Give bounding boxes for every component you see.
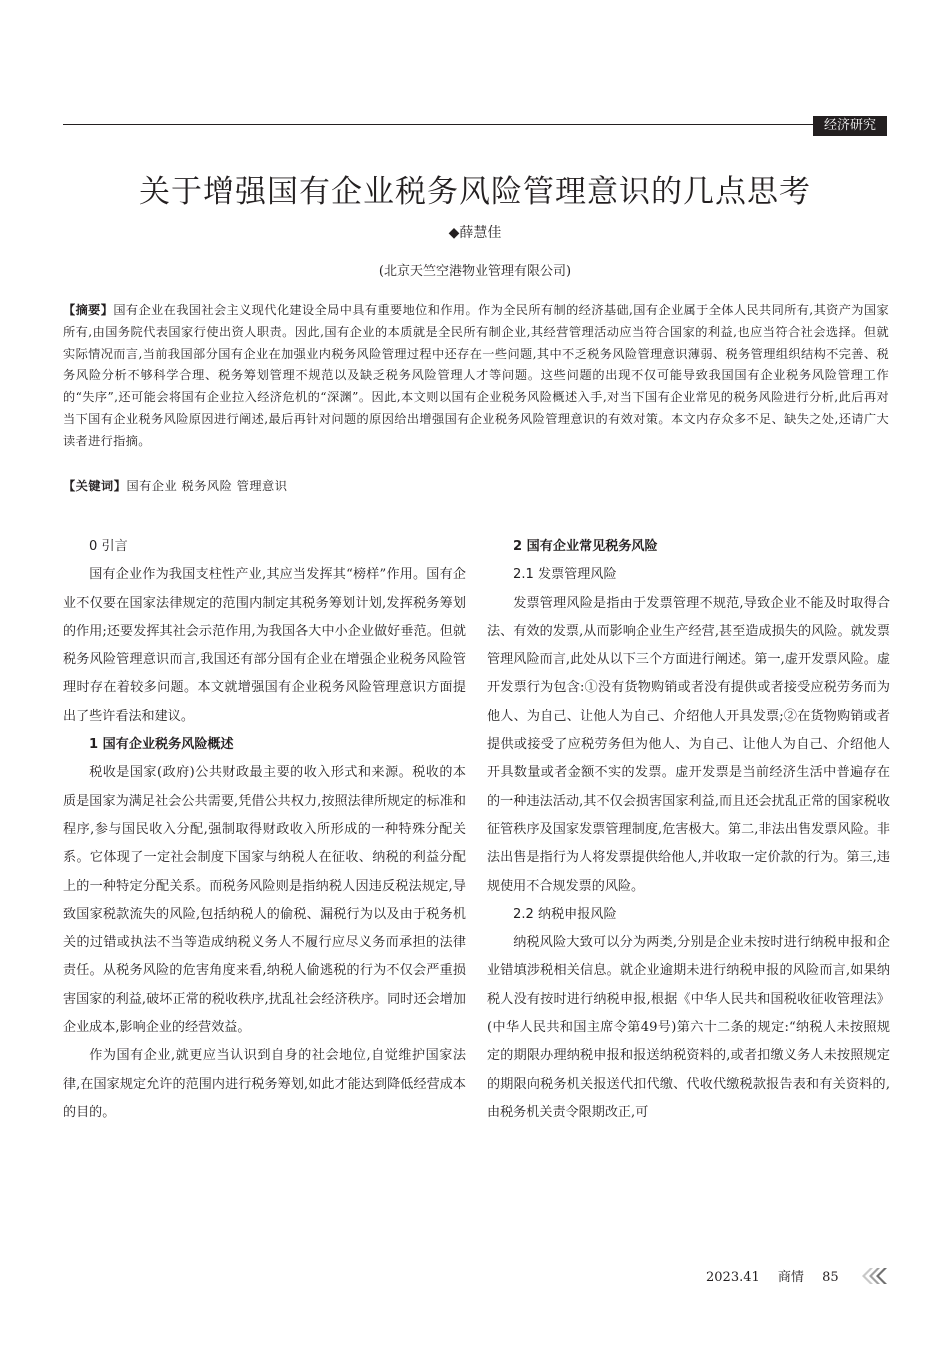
heading-intro: 0 引言 [89,539,128,554]
keywords-label: 【关键词】 [63,479,127,493]
section-tag: 经济研究 [813,116,887,136]
heading-section-2-1: 2.1 发票管理风险 [513,567,617,583]
paragraph: 发票管理风险是指由于发票管理不规范,导致企业不能及时取得合法、有效的发票,从而影响企业生产经营,甚至造成损失的风险。就发票管理风险而言,此处从以下三个方面进行阐述。第一,虚开发票风险。虚开发票行为包含:①没有货物购销或者没有提供或者接受应税劳务而为他人、为自己、让他人为自己、介绍他人开具发票;②在货物购销或者提供或接受了应税劳务但为他人、为自己、让他人为自己、介绍他人开具数量或者金额不实的发票。虚开发票是当前经济生活中普遍存在的一种违法活动,其不仅会损害国家利益,而且还会扰乱正常的国家税收征管秩序及国家发票管理制度,危害极大。第二,非法出售发票风险。非法出售是指行为人将发票提供给他人,并收取一定价款的行为。第三,违规使用不合规发票的风险。 [487,595,890,894]
header-rule [63,124,813,125]
article-affiliation: (北京天竺空港物业管理有限公司) [378,264,572,279]
abstract-label: 【摘要】 [63,303,114,317]
footer-page-number: 85 [822,1270,839,1285]
heading-section-2: 2 国有企业常见税务风险 [513,539,658,554]
article-title: 关于增强国有企业税务风险管理意识的几点思考 [139,174,811,210]
paragraph: 国有企业作为我国支柱性产业,其应当发挥其“榜样”作用。国有企业不仅要在国家法律规定的范围内制定其税务筹划计划,发挥税务筹划的作用;还要发挥其社会示范作用,为我国各大中小企业做好垂范。但就税务风险管理意识而言,我国还有部分国有企业在增强企业税务风险管理时存在着较多问题。本文就增强国有企业税务风险管理意识方面提出了些许看法和建议。 [63,567,466,724]
keywords-text: 国有企业 税务风险 管理意识 [126,479,288,493]
left-column [63,533,466,1127]
abstract-text: 国有企业在我国社会主义现代化建设全局中具有重要地位和作用。作为全民所有制的经济基础,国有企业属于全体人民共同所有,其资产为国家所有,由国务院代表国家行使出资人职责。因此,国有企业的本质就是全民所有制企业,其经营管理活动应当符合国家的利益,也应当符合社会选择。但就实际情况而言,当前我国部分国有企业在加强业内税务风险管理过程中还存在一些问题,其中不乏税务风险管理意识薄弱、税务管理组织结构不完善、税务风险分析不够科学合理、税务筹划管理不规范以及缺乏税务风险管理人才等问题。这些问题的出现不仅可能导致我国国有企业税务风险管理工作的“失序”,还可能会将国有企业拉入经济危机的“深渊”。因此,本文则以国有企业税务风险概述入手,对当下国有企业常见的税务风险进行分析,此后再对当下国有企业税务风险原因进行阐述,最后再针对问题的原因给出增强国有企业税务风险管理意识的有效对策。本文内存众多不足、缺失之处,还请广大读者进行指摘。 [63,303,889,448]
double-chevron-left-icon [860,1268,890,1284]
page-footer [706,1266,853,1285]
paragraph: 纳税风险大致可以分为两类,分别是企业未按时进行纳税申报和企业错填涉税相关信息。就企业逾期未进行纳税申报的风险而言,如果纳税人没有按时进行纳税申报,根据《中华人民共和国税收征收管理法》(中华人民共和国主席令第49号)第六十二条的规定:“纳税人未按照规定的期限办理纳税申报和报送纳税资料的,或者扣缴义务人未按照规定的期限向税务机关报送代扣代缴、代收代缴税款报告表和有关资料的,由税务机关责令限期改正,可 [487,935,890,1120]
footer-journal: 商情 [777,1270,804,1285]
heading-section-2-2: 2.2 纳税申报风险 [513,906,617,922]
paragraph: 作为国有企业,就更应当认识到自身的社会地位,自觉维护国家法律,在国家规定允许的范围内进行税务筹划,如此才能达到降低经营成本的目的。 [63,1048,466,1120]
heading-section-1: 1 国有企业税务风险概述 [89,737,234,753]
keywords [63,476,889,496]
abstract [63,300,889,453]
right-column [487,533,890,1127]
footer-issue: 2023.41 [706,1270,760,1285]
article-author: ◆薛慧佳 [448,225,502,241]
paragraph: 税收是国家(政府)公共财政最主要的收入形式和来源。税收的本质是国家为满足社会公共需要,凭借公共权力,按照法律所规定的标准和程序,参与国民收入分配,强制取得财政收入所形成的一种特殊分配关系。它体现了一定社会制度下国家与纳税人在征收、纳税的利益分配上的一种特定分配关系。而税务风险则是指纳税人因违反税法规定,导致国家税款流失的风险,包括纳税人的偷税、漏税行为以及由于税务机关的过错或执法不当等造成纳税义务人不履行应尽义务而承担的法律责任。从税务风险的危害角度来看,纳税人偷逃税的行为不仅会严重损害国家的利益,破坏正常的税收秩序,扰乱社会经济秩序。同时还会增加企业成本,影响企业的经营效益。 [63,765,466,1036]
